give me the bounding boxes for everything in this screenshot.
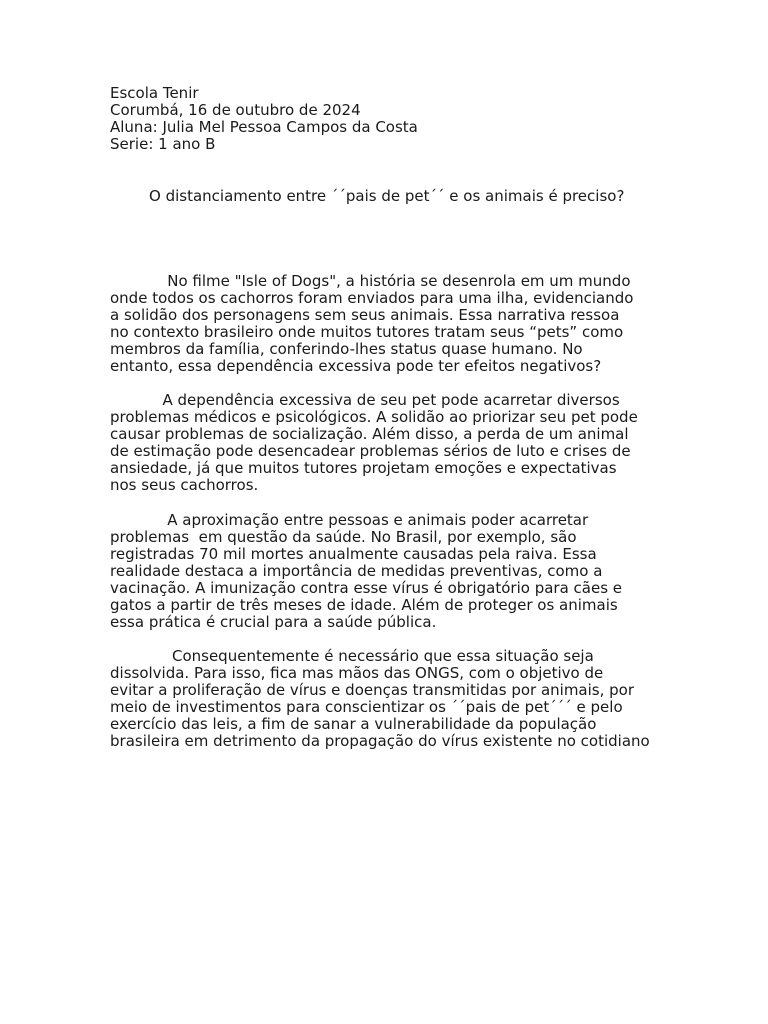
paragraph-line: A dependência excessiva de seu pet pode acarretar diversos bbox=[110, 391, 620, 409]
paragraph-line: causar problemas de socialização. Além disso, a perda de um animal bbox=[110, 425, 629, 443]
student-grade: Serie: 1 ano B bbox=[110, 135, 216, 153]
paragraph-line: gatos a partir de três meses de idade. Além de proteger os animais bbox=[110, 596, 618, 614]
paragraph-line: realidade destaca a importância de medidas preventivas, como a bbox=[110, 562, 603, 580]
paragraph-line: brasileira em detrimento da propagação do vírus existente no cotidiano bbox=[110, 732, 650, 750]
paragraph-line: evitar a proliferação de vírus e doenças transmitidas por animais, por bbox=[110, 681, 635, 699]
paragraph-line: entanto, essa dependência excessiva pode ter efeitos negativos? bbox=[110, 357, 602, 375]
paragraph-line: nos seus cachorros. bbox=[110, 476, 259, 494]
school-name: Escola Tenir bbox=[110, 84, 199, 102]
paragraph-line: exercício das leis, a fim de sanar a vulnerabilidade da população bbox=[110, 715, 597, 733]
paragraph-line: onde todos os cachorros foram enviados para uma ilha, evidenciando bbox=[110, 289, 634, 307]
paragraph-line: problemas médicos e psicológicos. A solidão ao priorizar seu pet pode bbox=[110, 408, 638, 426]
place-date: Corumbá, 16 de outubro de 2024 bbox=[110, 101, 361, 119]
paragraph-line: meio de investimentos para conscientizar os ´´pais de pet´´´ e pelo bbox=[110, 698, 623, 716]
paragraph-conclusion bbox=[110, 648, 658, 750]
paragraph-line: problemas em questão da saúde. No Brasil, por exemplo, são bbox=[110, 528, 577, 546]
paragraph-line: ansiedade, já que muitos tutores projetam emoções e expectativas bbox=[110, 459, 617, 477]
document-header bbox=[110, 85, 670, 153]
paragraph-line: Consequentemente é necessário que essa situação seja bbox=[110, 647, 594, 665]
paragraph-line: essa prática é crucial para a saúde pública. bbox=[110, 613, 437, 631]
paragraph-introduction bbox=[110, 273, 658, 375]
paragraph-development-2 bbox=[110, 512, 658, 631]
paragraph-line: no contexto brasileiro onde muitos tutores tratam seus “pets” como bbox=[110, 323, 624, 341]
paragraph-line: No filme "Isle of Dogs", a história se desenrola em um mundo bbox=[110, 272, 631, 290]
paragraph-line: a solidão dos personagens sem seus animais. Essa narrativa ressoa bbox=[110, 306, 620, 324]
essay-title: O distanciamento entre ´´pais de pet´´ e os animais é preciso? bbox=[149, 187, 625, 205]
student-name: Aluna: Julia Mel Pessoa Campos da Costa bbox=[110, 118, 418, 136]
paragraph-line: vacinação. A imunização contra esse vírus é obrigatório para cães e bbox=[110, 579, 623, 597]
paragraph-line: dissolvida. Para isso, fica mas mãos das ONGS, com o objetivo de bbox=[110, 664, 604, 682]
paragraph-line: registradas 70 mil mortes anualmente causadas pela raiva. Essa bbox=[110, 545, 597, 563]
paragraph-development-1 bbox=[110, 392, 658, 494]
paragraph-line: A aproximação entre pessoas e animais poder acarretar bbox=[110, 511, 589, 529]
paragraph-line: de estimação pode desencadear problemas sérios de luto e crises de bbox=[110, 442, 631, 460]
paragraph-line: membros da família, conferindo-lhes status quase humano. No bbox=[110, 340, 583, 358]
